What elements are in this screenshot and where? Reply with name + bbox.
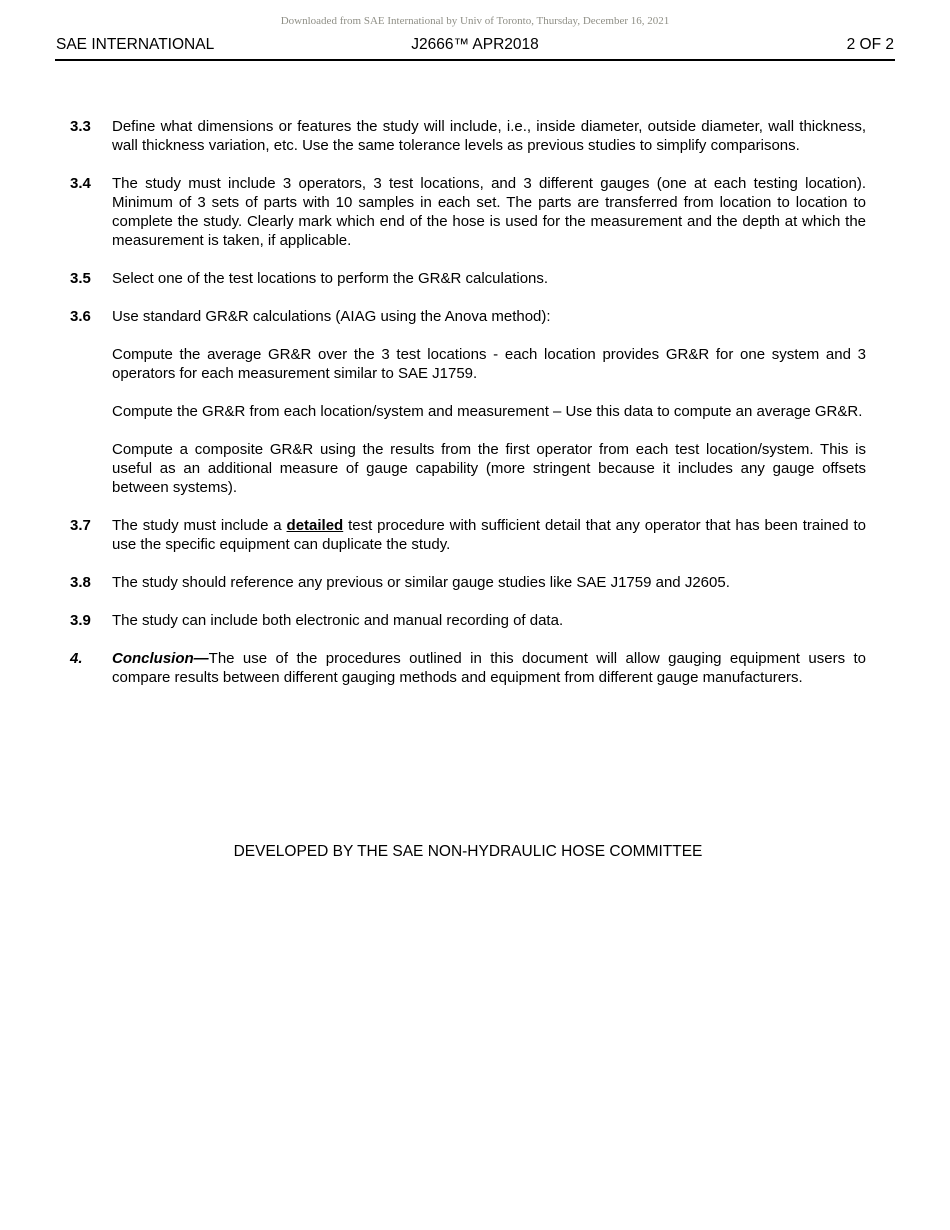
section-3-4 — [70, 174, 866, 250]
section-number: 4. — [70, 650, 83, 667]
section-number: 3.3 — [70, 118, 91, 135]
section-number: 3.9 — [70, 612, 91, 629]
section-number: 3.6 — [70, 308, 91, 325]
paragraph: Select one of the test locations to perform the GR&R calculations. — [112, 270, 549, 287]
page-header — [56, 36, 894, 54]
paragraph: Compute the GR&R from each location/system and measurement – Use this data to compute an average GR&R. — [112, 403, 863, 420]
paragraph: The study should reference any previous or similar gauge studies like SAE J1759 and J2605. — [112, 574, 730, 591]
paragraph — [112, 649, 866, 687]
paragraph-text: The study must include a — [112, 517, 287, 534]
conclusion-heading: Conclusion— — [112, 650, 209, 667]
section-3-7 — [70, 516, 866, 554]
section-number: 3.4 — [70, 175, 91, 192]
section-3-6-body — [112, 307, 866, 497]
document-body — [0, 61, 950, 861]
section-3-9 — [70, 611, 866, 630]
section-3-5 — [70, 269, 866, 288]
emphasized-word: detailed — [286, 517, 344, 534]
header-doc-number: J2666™ APR2018 — [411, 36, 539, 53]
paragraph-text: test procedure with sufficient detail that any operator that has been trained to use the specific equipment can duplicate the study. — [112, 517, 866, 553]
paragraph: Compute the average GR&R over the 3 test locations - each location provides GR&R for one system and 3 operators for each measurement similar to SAE J1759. — [112, 346, 866, 382]
section-number: 3.7 — [70, 517, 91, 534]
paragraph: Define what dimensions or features the study will include, i.e., inside diameter, outside diameter, wall thickness, wall thickness variation, etc. Use the same tolerance levels as previous studies to simplify comparisons. — [112, 118, 866, 154]
download-watermark: Downloaded from SAE International by Univ of Toronto, Thursday, December 16, 2021 — [280, 15, 670, 27]
section-3-6 — [70, 307, 866, 497]
paragraph-text: The use of the procedures outlined in this document will allow gauging equipment users to compare results between different gauging methods and equipment from different gauge manufacturers. — [112, 650, 866, 686]
header-publisher: SAE INTERNATIONAL — [56, 36, 215, 53]
header-page-number: 2 OF 2 — [846, 36, 894, 53]
section-4-conclusion — [70, 649, 866, 687]
paragraph: The study must include 3 operators, 3 test locations, and 3 different gauges (one at each testing location). Minimum of 3 sets of parts with 10 samples in each set. The parts are transferred from location to location to complete the study. Clearly mark which end of the hose is used for the measurement and the depth at which the measurement is taken, if applicable. — [112, 175, 866, 249]
section-number: 3.5 — [70, 270, 91, 287]
paragraph: Compute a composite GR&R using the results from the first operator from each test location/system. This is useful as an additional measure of gauge capability (more stringent because it includes any gauge offsets between systems). — [112, 441, 866, 496]
section-number: 3.8 — [70, 574, 91, 591]
section-3-8 — [70, 573, 866, 592]
section-3-3 — [70, 117, 866, 155]
paragraph: The study can include both electronic and manual recording of data. — [112, 612, 564, 629]
paragraph — [112, 516, 866, 554]
committee-credit-line: DEVELOPED BY THE SAE NON-HYDRAULIC HOSE COMMITTEE — [233, 843, 703, 860]
paragraph: Use standard GR&R calculations (AIAG using the Anova method): — [112, 308, 551, 325]
